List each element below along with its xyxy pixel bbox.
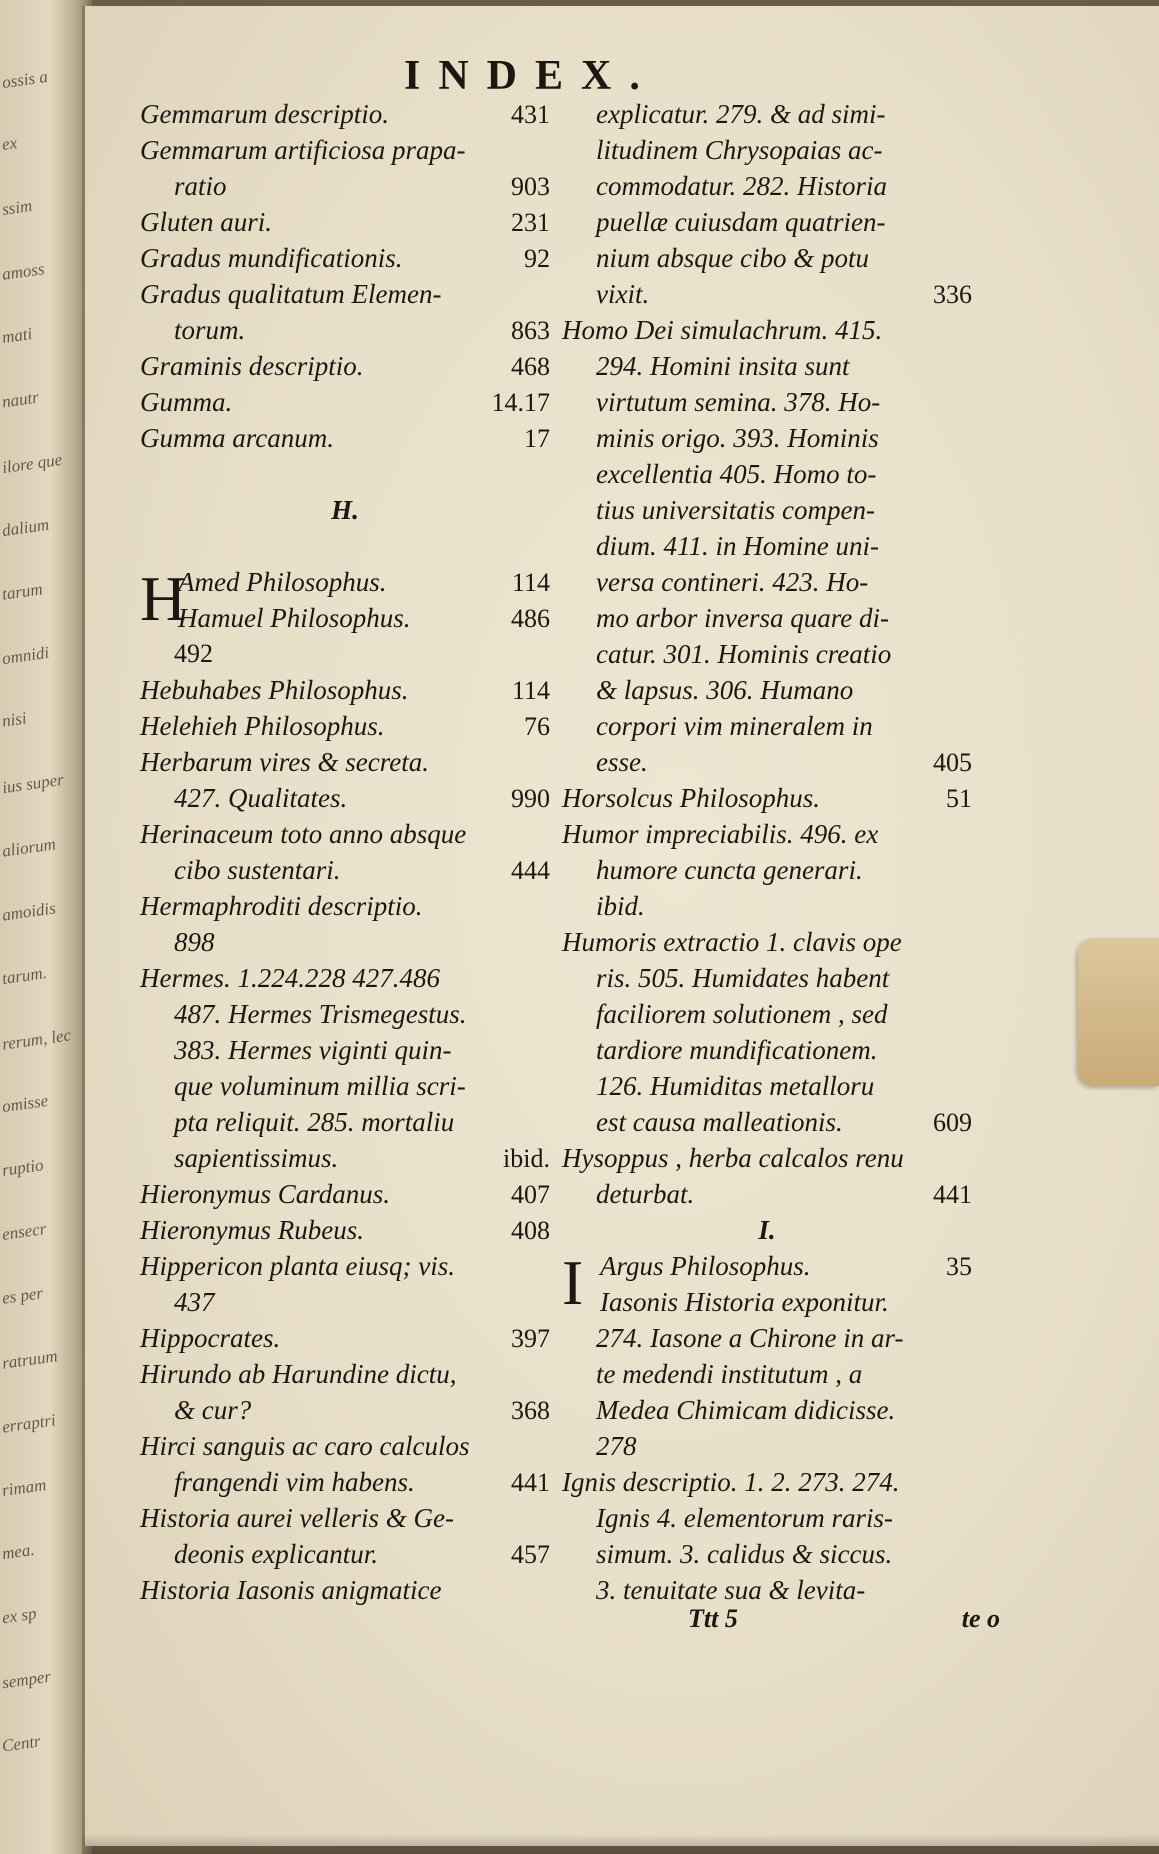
entry-continuation: 492: [174, 639, 213, 668]
entry-text: 487. Hermes Trismegestus.: [174, 999, 467, 1029]
index-entry: [600, 1284, 972, 1320]
margin-fragment: amoss: [0, 259, 46, 284]
entry-text: deturbat.: [596, 1179, 695, 1209]
index-entry: [562, 204, 972, 240]
entry-text: dium. 411. in Homine uni-: [596, 531, 879, 561]
entry-text: & lapsus. 306. Humano: [596, 675, 854, 705]
margin-fragment: nautr: [0, 387, 40, 412]
entry-page: 336: [933, 280, 972, 309]
entry-text: 437: [174, 1287, 215, 1317]
entry-text: Hermaphroditi descriptio.: [140, 891, 423, 921]
entry-text: ibid.: [596, 891, 645, 921]
margin-fragment: erraptri: [0, 1410, 57, 1437]
entry-page: 468: [511, 352, 550, 381]
entry-text: explicatur. 279. & ad simi-: [596, 99, 886, 129]
entry-text: Gradus qualitatum Elemen-: [140, 279, 442, 309]
margin-fragment: omnidi: [0, 642, 51, 669]
entry-text: Gradus mundificationis.: [140, 243, 403, 273]
margin-fragment: mati: [0, 323, 34, 348]
margin-fragment: amoidis: [0, 898, 57, 925]
index-entry: [140, 708, 550, 744]
index-entry: [562, 96, 972, 132]
entry-text: sapientissimus.: [174, 1143, 339, 1173]
index-entry: [562, 1140, 972, 1176]
index-entry: [562, 1428, 972, 1464]
index-entry: [562, 1356, 972, 1392]
index-entry: [140, 384, 550, 420]
entry-text: Gluten auri.: [140, 207, 272, 237]
index-entry: [562, 420, 972, 456]
entry-text: versa contineri. 423. Ho-: [596, 567, 869, 597]
index-entry: [140, 1212, 550, 1248]
margin-fragment: ius super: [0, 769, 65, 798]
margin-fragment: ossis a: [0, 66, 49, 93]
entry-text: virtutum semina. 378. Ho-: [596, 387, 881, 417]
entry-text: Historia Iasonis anigmatice: [140, 1575, 442, 1605]
entry-text: 126. Humiditas metalloru: [596, 1071, 875, 1101]
entry-page: 990: [511, 784, 550, 813]
entry-text: Gemmarum artificiosa prapa-: [140, 135, 466, 165]
margin-fragment: ruptio: [0, 1155, 45, 1180]
index-entry: [562, 888, 972, 924]
page-bottom-shadow: [82, 1834, 1159, 1854]
index-entry: [562, 276, 972, 312]
entry-page: 51: [946, 784, 972, 813]
margin-fragment: tarum: [0, 579, 44, 604]
entry-page: 444: [511, 856, 550, 885]
entry-page: 486: [511, 604, 550, 633]
entry-text: Ignis descriptio. 1. 2. 273. 274.: [562, 1467, 900, 1497]
entry-text: ratio: [174, 171, 227, 201]
entry-text: Hippocrates.: [140, 1323, 281, 1353]
entry-text: humore cuncta generari.: [596, 855, 863, 885]
index-entry: [140, 1392, 550, 1428]
entry-page: 14.17: [491, 388, 550, 417]
index-entry: [140, 204, 550, 240]
margin-fragment: omisse: [0, 1090, 50, 1117]
margin-fragment: ensecr: [0, 1219, 48, 1245]
index-entry: [600, 1248, 972, 1284]
entry-text: mo arbor inversa quare di-: [596, 603, 889, 633]
margin-fragment: dalium: [0, 514, 51, 541]
index-entry: [140, 1320, 550, 1356]
index-entry: [562, 960, 972, 996]
index-entry: [562, 744, 972, 780]
entry-text: 3. tenuitate sua & levita-: [596, 1575, 866, 1605]
entry-text: 427. Qualitates.: [174, 783, 348, 813]
entry-page: 397: [511, 1324, 550, 1353]
page-title: INDEX.: [404, 53, 658, 99]
index-entry: [562, 528, 972, 564]
margin-fragment: nisi: [0, 708, 28, 731]
index-entry: [562, 852, 972, 888]
entry-text: Ignis 4. elementorum raris-: [596, 1503, 893, 1533]
section-heading-h: H.: [331, 495, 359, 525]
entry-text: ris. 505. Humidates habent: [596, 963, 890, 993]
index-entry: [562, 636, 972, 672]
initial-block-h: [140, 564, 550, 636]
entry-text: frangendi vim habens.: [174, 1467, 415, 1497]
entry-text: Helehieh Philosophus.: [140, 711, 385, 741]
entry-text: Herbarum vires & secreta.: [140, 747, 429, 777]
entry-text: catur. 301. Hominis creatio: [596, 639, 892, 669]
index-entry: [140, 780, 550, 816]
entry-text: 898: [174, 927, 215, 957]
margin-fragment: ex sp: [0, 1603, 38, 1628]
margin-fragment: es per: [0, 1283, 45, 1308]
index-entry: [562, 1392, 972, 1428]
index-entry: [140, 312, 550, 348]
entry-text: pta reliquit. 285. mortaliu: [174, 1107, 455, 1137]
entry-text: Iasonis Historia exponitur.: [600, 1287, 889, 1317]
entry-text: que voluminum millia scri-: [174, 1071, 466, 1101]
entry-page: 35: [946, 1252, 972, 1281]
entry-page: 114: [511, 568, 550, 597]
entry-text: faciliorem solutionem , sed: [596, 999, 888, 1029]
index-entry: [140, 96, 550, 132]
index-entry: [562, 564, 972, 600]
index-entry: [562, 348, 972, 384]
index-entry: [562, 1320, 972, 1356]
entry-text: excellentia 405. Homo to-: [596, 459, 877, 489]
index-entry: [140, 888, 550, 924]
index-entry: [562, 1572, 972, 1608]
entry-text: corpori vim mineralem in: [596, 711, 873, 741]
index-entry: [562, 132, 972, 168]
entry-page: 407: [511, 1180, 550, 1209]
entry-text: 274. Iasone a Chirone in ar-: [596, 1323, 904, 1353]
entry-text: deonis explicantur.: [174, 1539, 378, 1569]
entry-page: 441: [511, 1468, 550, 1497]
entry-page: 431: [511, 100, 550, 129]
index-entry: [140, 1104, 550, 1140]
index-entry: [140, 1068, 550, 1104]
margin-fragment: aliorum: [0, 834, 57, 861]
entry-text: Medea Chimicam didicisse.: [596, 1395, 896, 1425]
index-entry: [140, 1464, 550, 1500]
entry-text: Gumma arcanum.: [140, 423, 334, 453]
index-entry: [562, 1536, 972, 1572]
entry-text: Graminis descriptio.: [140, 351, 364, 381]
index-entry: [562, 1104, 972, 1140]
signature-mark: Ttt 5: [688, 1604, 738, 1633]
entry-text: Humoris extractio 1. clavis ope: [562, 927, 902, 957]
index-entry: [140, 1248, 550, 1284]
entry-page: 903: [511, 172, 550, 201]
margin-fragment: ilore que: [0, 449, 64, 478]
entry-text: Gumma.: [140, 387, 233, 417]
entry-text: simum. 3. calidus & siccus.: [596, 1539, 893, 1569]
entry-text: cibo sustentari.: [174, 855, 341, 885]
entry-text: Hieronymus Rubeus.: [140, 1215, 364, 1245]
entry-text: nium absque cibo & potu: [596, 243, 869, 273]
initial-block-i: [562, 1248, 972, 1320]
entry-page: 17: [524, 424, 550, 453]
entry-page: ibid.: [503, 1144, 550, 1173]
section-heading-i: I.: [758, 1215, 776, 1245]
entry-page: 609: [933, 1108, 972, 1137]
index-entry: [140, 1032, 550, 1068]
adjacent-page-edge: [0, 0, 92, 1854]
index-entry: [140, 1176, 550, 1212]
entry-page: 405: [933, 748, 972, 777]
index-entry: [562, 456, 972, 492]
entry-text: tardiore mundificationem.: [596, 1035, 878, 1065]
entry-text: Hebuhabes Philosophus.: [140, 675, 409, 705]
index-entry: [140, 1536, 550, 1572]
entry-text: litudinem Chrysopaias ac-: [596, 135, 883, 165]
entry-text: Horsolcus Philosophus.: [562, 783, 821, 813]
index-entry: [140, 132, 550, 168]
entry-page: 457: [511, 1540, 550, 1569]
index-entry: [140, 420, 550, 456]
index-entry: [178, 600, 550, 636]
left-column: [140, 96, 550, 1608]
index-entry: [562, 1068, 972, 1104]
index-entry: [140, 1356, 550, 1392]
right-column: [562, 96, 972, 1608]
margin-fragment: ssim: [0, 195, 34, 220]
entry-text: Hysoppus , herba calcalos renu: [562, 1143, 904, 1173]
entry-text: Herinaceum toto anno absque: [140, 819, 467, 849]
entry-text: Hippericon planta eiusq; vis.: [140, 1251, 455, 1281]
entry-text: Humor impreciabilis. 496. ex: [562, 819, 879, 849]
entry-text: torum.: [174, 315, 246, 345]
index-entry: [140, 852, 550, 888]
index-entry: [140, 744, 550, 780]
index-entry: [140, 924, 550, 960]
entry-page: 231: [511, 208, 550, 237]
index-entry: [562, 492, 972, 528]
entry-text: tius universitatis compen-: [596, 495, 875, 525]
entry-page: 863: [511, 316, 550, 345]
index-entry: [562, 240, 972, 276]
margin-fragment: ex: [0, 133, 19, 154]
index-entry: [562, 600, 972, 636]
margin-fragment: mea.: [0, 1539, 36, 1564]
margin-fragment: ratruum: [0, 1346, 59, 1373]
index-entry: [562, 312, 972, 348]
index-entry: [140, 1572, 550, 1608]
page-footer: [688, 1604, 1000, 1634]
entry-text: commodatur. 282. Historia: [596, 171, 888, 201]
index-entry: [140, 276, 550, 312]
margin-fragment: tarum.: [0, 962, 48, 989]
index-entry: [562, 168, 972, 204]
entry-page: 441: [933, 1180, 972, 1209]
index-entry: [140, 960, 550, 996]
entry-text: Gemmarum descriptio.: [140, 99, 389, 129]
margin-fragment: rimam: [0, 1475, 48, 1501]
entry-text: minis origo. 393. Hominis: [596, 423, 879, 453]
entry-text: Hirundo ab Harundine dictu,: [140, 1359, 457, 1389]
entry-text: Homo Dei simulachrum. 415.: [562, 315, 883, 345]
index-entry: [562, 924, 972, 960]
index-entry: [562, 1176, 972, 1212]
entry-text: vixit.: [596, 279, 650, 309]
entry-text: est causa malleationis.: [596, 1107, 843, 1137]
entry-text: te medendi institutum , a: [596, 1359, 863, 1389]
index-entry: [140, 1500, 550, 1536]
entry-page: 408: [511, 1216, 550, 1245]
index-entry: [140, 816, 550, 852]
entry-page: 368: [511, 1396, 550, 1425]
entry-text: 294. Homini insita sunt: [596, 351, 850, 381]
index-entry: [562, 1032, 972, 1068]
index-entry: [562, 384, 972, 420]
entry-text: Hieronymus Cardanus.: [140, 1179, 391, 1209]
index-entry: [140, 1140, 550, 1176]
drop-cap-h: H: [140, 563, 187, 634]
entry-text: Amed Philosophus.: [178, 567, 387, 597]
entry-page: 76: [524, 712, 550, 741]
index-entry: [140, 1428, 550, 1464]
entry-text: puellæ cuiusdam quatrien-: [596, 207, 886, 237]
index-entry: [562, 780, 972, 816]
entry-text: Hirci sanguis ac caro calculos: [140, 1431, 470, 1461]
index-entry: [178, 564, 550, 600]
entry-text: esse.: [596, 747, 648, 777]
entry-text: Historia aurei velleris & Ge-: [140, 1503, 454, 1533]
margin-fragment: rerum, lec: [0, 1025, 73, 1054]
index-entry: [140, 672, 550, 708]
entry-page: 114: [511, 676, 550, 705]
index-entry: [140, 348, 550, 384]
entry-text: & cur?: [174, 1395, 252, 1425]
entry-text: Hamuel Philosophus.: [178, 603, 411, 633]
index-entry: [562, 708, 972, 744]
entry-text: 383. Hermes viginti quin-: [174, 1035, 452, 1065]
index-entry: [562, 816, 972, 852]
index-entry: [562, 1464, 972, 1500]
bookmark-tab: [1078, 938, 1159, 1086]
index-entry: [140, 996, 550, 1032]
catchword: te o: [961, 1604, 1000, 1633]
margin-fragment: semper: [0, 1666, 53, 1693]
entry-text: 278: [596, 1431, 637, 1461]
drop-cap-i: I: [562, 1247, 584, 1318]
index-entry: [562, 672, 972, 708]
index-entry: [140, 240, 550, 276]
entry-page: 92: [524, 244, 550, 273]
index-entry: [562, 1500, 972, 1536]
index-entry: [140, 168, 550, 204]
index-entry: [562, 996, 972, 1032]
entry-text: Argus Philosophus.: [600, 1251, 811, 1281]
index-entry: [140, 1284, 550, 1320]
margin-fragment: Centr: [0, 1731, 42, 1756]
entry-text: Hermes. 1.224.228 427.486: [140, 963, 440, 993]
